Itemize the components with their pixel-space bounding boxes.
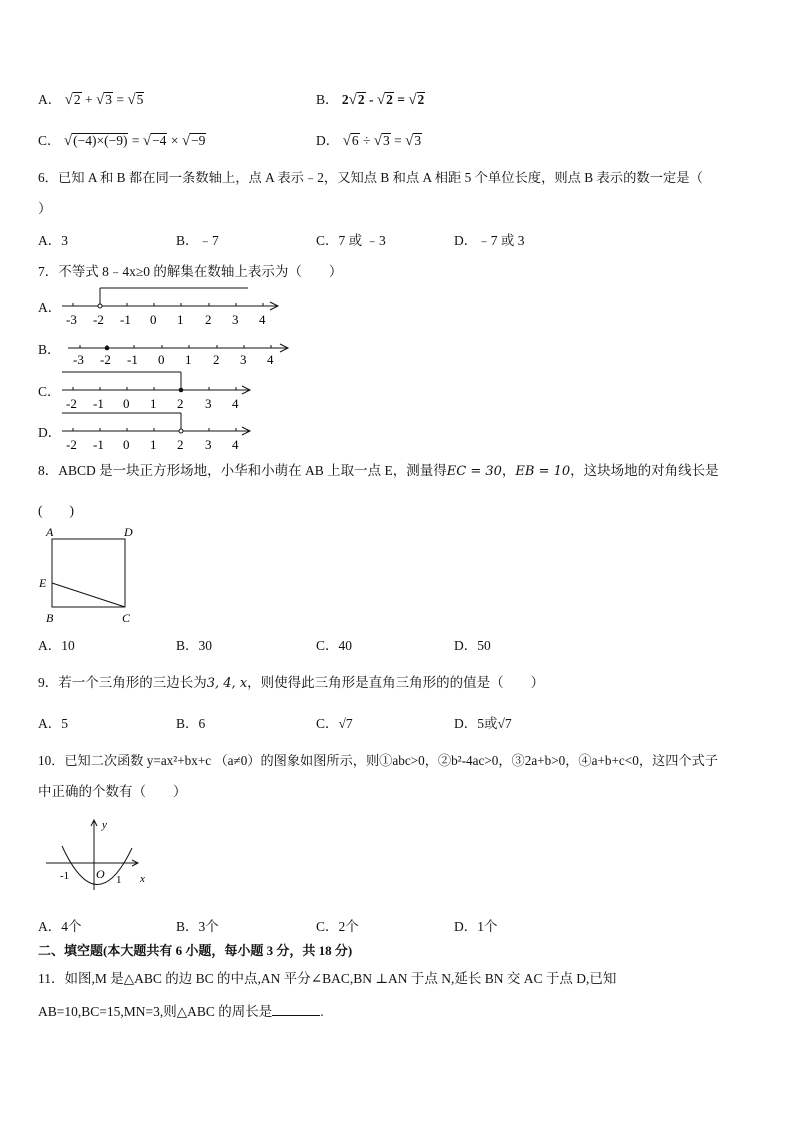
q10-stem-line2: 中正确的个数有（ ） xyxy=(38,784,187,799)
q7-a-tick-label: 0 xyxy=(150,312,157,327)
q10-option-c: C．2个 xyxy=(316,919,359,934)
q7-d-tick-label: 0 xyxy=(123,437,130,452)
q8-stem xyxy=(38,459,719,479)
q11-stem-text: AB=10,BC=15,MN=3,则△ABC 的周长是 xyxy=(38,1004,273,1019)
q7-a-tick-label: -3 xyxy=(66,312,77,327)
q8-stem-part2: ，这块场地的对角线长是 xyxy=(570,463,719,478)
q9-option-b: B．6 xyxy=(176,716,206,731)
q11-stem-line2 xyxy=(38,1000,324,1020)
q7-c-tick-label: 4 xyxy=(232,396,239,411)
q8-stem-part1: 8．ABCD 是一块正方形场地，小华和小萌在 AB 上取一点 E，测量得 xyxy=(38,463,447,478)
q7-c-tick-label: 1 xyxy=(150,396,157,411)
q7-b-tick-label: 4 xyxy=(267,352,274,367)
q8-math-eb: EB = 10 xyxy=(515,464,571,479)
q5-option-d xyxy=(316,129,422,150)
q7-stem: 7．不等式 8﹣4x≥0 的解集在数轴上表示为（ ） xyxy=(38,264,343,279)
q7-label-a: A． xyxy=(38,300,62,315)
q8-segment-ec xyxy=(52,583,125,607)
q7-b-tick-label: -2 xyxy=(100,352,111,367)
q5-d-expr: √6 ÷ √3 = √3 xyxy=(342,133,422,149)
q7-b-tick-label: 0 xyxy=(158,352,165,367)
q8-option-c: C．40 xyxy=(316,638,353,653)
q7-numberline-d xyxy=(60,409,260,453)
q6-stem-line2: ） xyxy=(38,201,52,216)
q5-option-a xyxy=(38,88,144,109)
q7-numberline-b xyxy=(66,332,296,368)
q5-b-expr: 2√2 - √2 = √2 xyxy=(341,92,425,108)
q8-square-abcd xyxy=(52,539,125,607)
q8-math-ec: EC = 30 xyxy=(446,464,502,479)
q6-option-a: A．3 xyxy=(38,233,68,248)
q5-option-b xyxy=(316,88,425,109)
q7-label-b: B． xyxy=(38,342,61,357)
q8-paren: ( ) xyxy=(38,503,74,518)
q7-a-tick-label: -1 xyxy=(120,312,131,327)
q8-option-b: B．30 xyxy=(176,638,213,653)
q5-b-label: B． xyxy=(316,92,339,107)
q7-c-tick-label: -1 xyxy=(93,396,104,411)
q8-option-d: D．50 xyxy=(454,638,491,653)
section-2-heading: 二、填空题(本大题共有 6 小题，每小题 3 分，共 18 分) xyxy=(38,943,353,958)
q6-option-b: B．﹣7 xyxy=(176,233,219,248)
q9-stem-part2: ，则使得此三角形是直角三角形的的值是（ ） xyxy=(247,675,545,690)
q7-c-tick-label: -2 xyxy=(66,396,77,411)
q10-option-d: D．1个 xyxy=(454,919,498,934)
q7-c-tick-label: 0 xyxy=(123,396,130,411)
q10-label-1: 1 xyxy=(116,874,122,886)
q10-label-y: y xyxy=(102,819,107,831)
q11-period: . xyxy=(320,1004,324,1019)
q10-stem-line1: 10．已知二次函数 y=ax²+bx+c （a≠0）的图象如图所示，则①abc>0，②b²-4ac>0，③2a+b>0，④a+b+c<0，这四个式子 xyxy=(38,753,718,768)
q8-label-a: A xyxy=(46,525,54,539)
q8-separator: ， xyxy=(501,463,516,478)
q7-a-tick-label: -2 xyxy=(93,312,104,327)
q8-square-figure xyxy=(36,524,146,628)
q6-option-d: D．﹣7 或 3 xyxy=(454,233,525,248)
q7-c-tick-label: 3 xyxy=(205,396,212,411)
q7-d-tick-label: -1 xyxy=(93,437,104,452)
q9-option-c: C．√7 xyxy=(316,716,353,731)
q8-label-e: E xyxy=(39,576,47,590)
q7-b-tick-label: 3 xyxy=(240,352,247,367)
q7-a-open-point xyxy=(98,304,102,308)
q8-label-c: C xyxy=(122,611,131,625)
q10-option-b: B．3个 xyxy=(176,919,219,934)
q7-a-tick-label: 4 xyxy=(259,312,266,327)
q8-label-b: B xyxy=(46,611,54,625)
q7-numberline-c xyxy=(60,368,260,412)
q9-math-sides: 3, 4, x xyxy=(206,676,248,691)
q7-c-tick-label: 2 xyxy=(177,396,184,411)
q7-c-closed-point xyxy=(179,388,184,393)
q9-stem xyxy=(38,671,544,691)
q5-a-label: A． xyxy=(38,92,62,107)
q7-label-d: D． xyxy=(38,425,62,440)
q6-option-c: C．7 或 ﹣3 xyxy=(316,233,386,248)
q7-a-tick-label: 2 xyxy=(205,312,212,327)
q10-option-a: A．4个 xyxy=(38,919,82,934)
q5-a-expr: √2 + √3 = √5 xyxy=(64,92,144,108)
q7-d-tick-label: 3 xyxy=(205,437,212,452)
q10-label-origin: O xyxy=(96,867,105,881)
q7-d-tick-label: 4 xyxy=(232,437,239,452)
q8-label-d: D xyxy=(124,525,133,539)
q7-d-tick-label: 2 xyxy=(177,437,184,452)
q10-label-neg1: -1 xyxy=(60,870,70,882)
q7-a-tick-label: 1 xyxy=(177,312,184,327)
q7-b-closed-point xyxy=(105,346,110,351)
q7-b-tick-label: -1 xyxy=(127,352,138,367)
q5-d-label: D． xyxy=(316,133,340,148)
q5-c-label: C． xyxy=(38,133,61,148)
q7-b-tick-label: -3 xyxy=(73,352,84,367)
q7-d-tick-label: -2 xyxy=(66,437,77,452)
q9-stem-part1: 9．若一个三角形的三边长为 xyxy=(38,675,207,690)
q8-option-a: A．10 xyxy=(38,638,75,653)
q5-c-expr: √(−4)×(−9) = √−4 × √−9 xyxy=(63,133,206,149)
q9-option-d: D．5或√7 xyxy=(454,716,512,731)
q5-option-c xyxy=(38,129,206,150)
q10-parabola-figure xyxy=(40,812,160,892)
q9-option-a: A．5 xyxy=(38,716,68,731)
q7-a-tick-label: 3 xyxy=(232,312,239,327)
q6-stem-line1: 6．已知 A 和 B 都在同一条数轴上，点 A 表示﹣2，又知点 B 和点 A 相距 5 个单位长度，则点 B 表示的数一定是（ xyxy=(38,170,703,185)
q7-label-c: C． xyxy=(38,384,61,399)
q7-b-tick-label: 2 xyxy=(213,352,220,367)
q10-label-x: x xyxy=(140,873,145,885)
q7-d-tick-label: 1 xyxy=(150,437,157,452)
q11-stem-line1: 11．如图,M 是△ABC 的边 BC 的中点,AN 平分∠BAC,BN ⊥AN 于点 N,延长 BN 交 AC 于点 D,已知 xyxy=(38,971,617,986)
q11-answer-blank[interactable] xyxy=(272,1003,320,1016)
q7-numberline-a xyxy=(60,284,290,328)
q7-b-tick-label: 1 xyxy=(185,352,192,367)
q7-d-open-point xyxy=(179,429,183,433)
